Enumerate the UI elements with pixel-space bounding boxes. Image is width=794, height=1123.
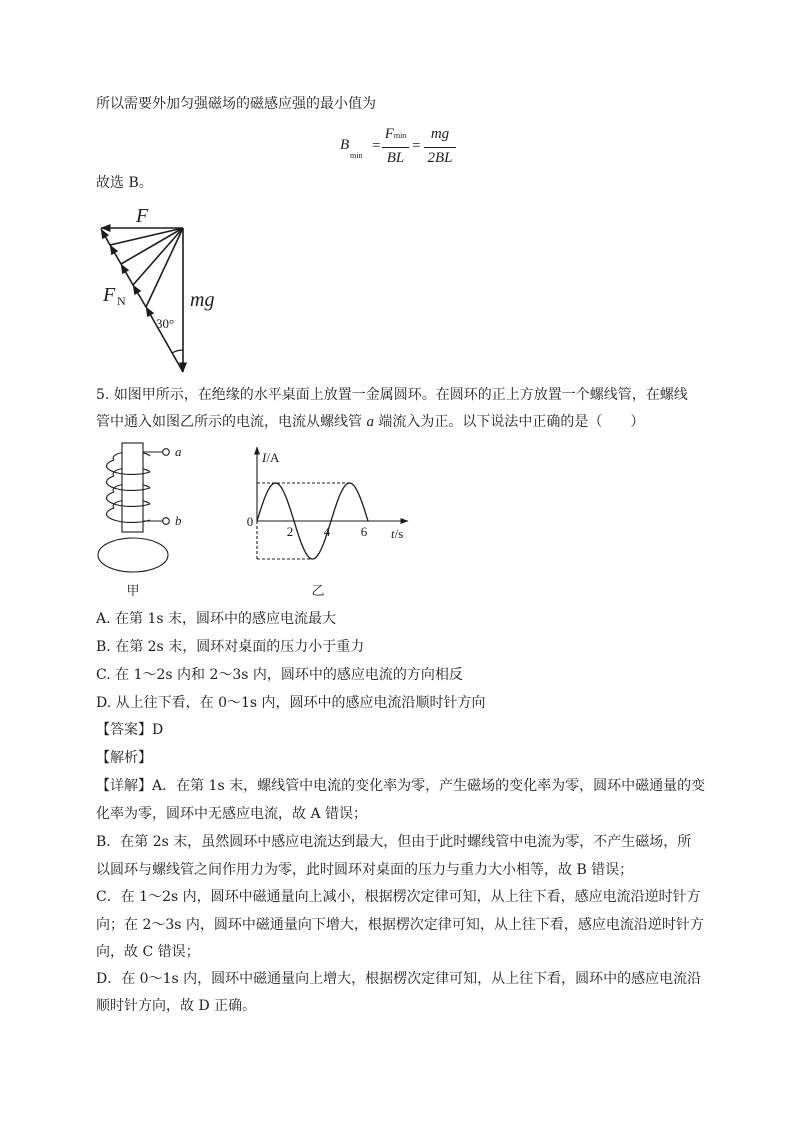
metal-ring: [98, 538, 168, 572]
detail-line: 【详解】A．在第 1s 末，螺线管中电流的变化率为零，产生磁场的变化率为零，圆环中磁通量的变: [96, 778, 706, 794]
y-axis-unit: /A: [266, 450, 280, 465]
formula-equals-2: =: [412, 138, 421, 154]
analysis-heading: 【解析】: [96, 750, 152, 766]
detail-line: 向；在 2～3s 内，圆环中磁通量向下增大，根据楞次定律可知，从上往下看，感应电流沿逆时针方: [96, 917, 704, 933]
option-a: [96, 609, 336, 629]
detail-line: 以圆环与螺线管之间作用力为零，此时圆环对桌面的压力与重力大小相等，故 B 错误；: [96, 862, 634, 878]
detail-line: 顺时针方向，故 D 正确。: [96, 998, 257, 1014]
solution-conclusion: 故选 B。: [96, 175, 153, 191]
solenoid-rod: [122, 443, 143, 532]
terminal-a-label: a: [175, 444, 182, 459]
option-c: [96, 665, 463, 685]
question-text-2a: 管中通入如图乙所示的电流，电流从螺线管: [96, 414, 362, 430]
question-text-2b: 端流入为正。以下说法中正确的是（ ）: [378, 414, 645, 430]
y-axis-label: [261, 450, 280, 465]
x-axis-var: t: [391, 526, 395, 541]
f-vector: [110, 228, 183, 245]
figure-jia-caption: 甲: [126, 583, 140, 598]
option-b-text: 在第 2s 末，圆环对桌面的压力小于重力: [115, 639, 365, 655]
fraction2-bar: [424, 147, 456, 148]
terminal-a: [163, 449, 170, 456]
question-number: 5.: [96, 387, 110, 403]
option-d-text: 从上往下看，在 0～1s 内，圆环中的感应电流沿顺时针方向: [115, 695, 486, 711]
x-tick-label: 2: [286, 524, 294, 539]
answer-heading: 【答案】: [96, 722, 152, 738]
x-tick-label: 6: [360, 524, 368, 539]
figure-jia: [95, 438, 180, 603]
figure-yi-caption: 乙: [311, 583, 325, 598]
fraction1-denominator: BL: [386, 150, 405, 166]
label-f: F: [136, 205, 149, 227]
fn-segment: [133, 285, 146, 307]
formula-b-subscript: min: [350, 151, 363, 160]
terminal-b-label: b: [175, 513, 182, 528]
fn-segment: [121, 264, 133, 285]
x-axis-label: [391, 526, 403, 541]
fraction2-numerator: mg: [430, 126, 450, 142]
y-axis-var: I: [262, 450, 267, 465]
option-d-label: D.: [96, 695, 112, 711]
question-line-2: [96, 412, 644, 432]
angle-label: 30°: [156, 316, 175, 331]
option-a-label: A.: [96, 611, 111, 627]
detail-line: C．在 1～2s 内，圆环中磁通量向上减小，根据楞次定律可知，从上往下看，感应电流沿逆时针方: [96, 889, 701, 905]
fn-segment: [110, 245, 121, 264]
fraction1-numerator: [382, 127, 409, 143]
x-tick-label: 4: [323, 524, 331, 539]
detail-line: 向，故 C 错误；: [96, 944, 200, 960]
figure-yi-graph: [235, 440, 415, 602]
answer-value: D: [152, 722, 164, 738]
fraction2-denominator: 2BL: [427, 150, 453, 166]
angle-arc: [172, 350, 183, 353]
label-mg: mg: [190, 289, 215, 311]
x-axis-unit: /s: [394, 526, 404, 541]
fn-segment: [101, 229, 110, 245]
formula-f-subscript: min: [393, 131, 407, 140]
option-c-label: C.: [96, 667, 111, 683]
detail-line: D．在 0～1s 内，圆环中磁通量向上增大，根据楞次定律可知，从上往下看，圆环中的感应电流沿: [96, 971, 702, 987]
answer-line: [96, 720, 163, 740]
formula-f-symbol: F: [384, 126, 394, 142]
question-line-1: [96, 385, 688, 405]
fraction1-bar: [382, 147, 409, 148]
solution-text-line: 所以需要外加匀强磁场的磁感应强的最小值为: [96, 96, 376, 112]
option-d: [96, 693, 486, 713]
force-diagram: [90, 200, 230, 385]
question-text-1: 如图甲所示，在绝缘的水平桌面上放置一金属圆环。在圆环的正上方放置一个螺线管，在螺线: [113, 387, 688, 403]
terminal-a-var: a: [366, 414, 374, 430]
terminal-b: [163, 518, 170, 525]
option-b: [96, 637, 364, 657]
label-fn: F: [103, 284, 116, 306]
option-b-label: B.: [96, 639, 111, 655]
origin-label: 0: [246, 514, 254, 529]
formula-equals-1: =: [372, 138, 381, 154]
f-vector: [133, 228, 183, 285]
option-a-text: 在第 1s 末，圆环中的感应电流最大: [115, 611, 337, 627]
min-field-formula: [336, 122, 461, 168]
option-c-text: 在 1～2s 内和 2～3s 内，圆环中的感应电流的方向相反: [115, 667, 463, 683]
label-fn-subscript: N: [117, 294, 126, 308]
f-vector: [146, 228, 183, 307]
formula-b-symbol: B: [340, 137, 350, 153]
detail-line: 化率为零，圆环中无感应电流，故 A 错误；: [96, 806, 368, 822]
detail-line: B．在第 2s 末，虽然圆环中感应电流达到最大，但由于此时螺线管中电流为零，不产生磁场，所: [96, 834, 692, 850]
